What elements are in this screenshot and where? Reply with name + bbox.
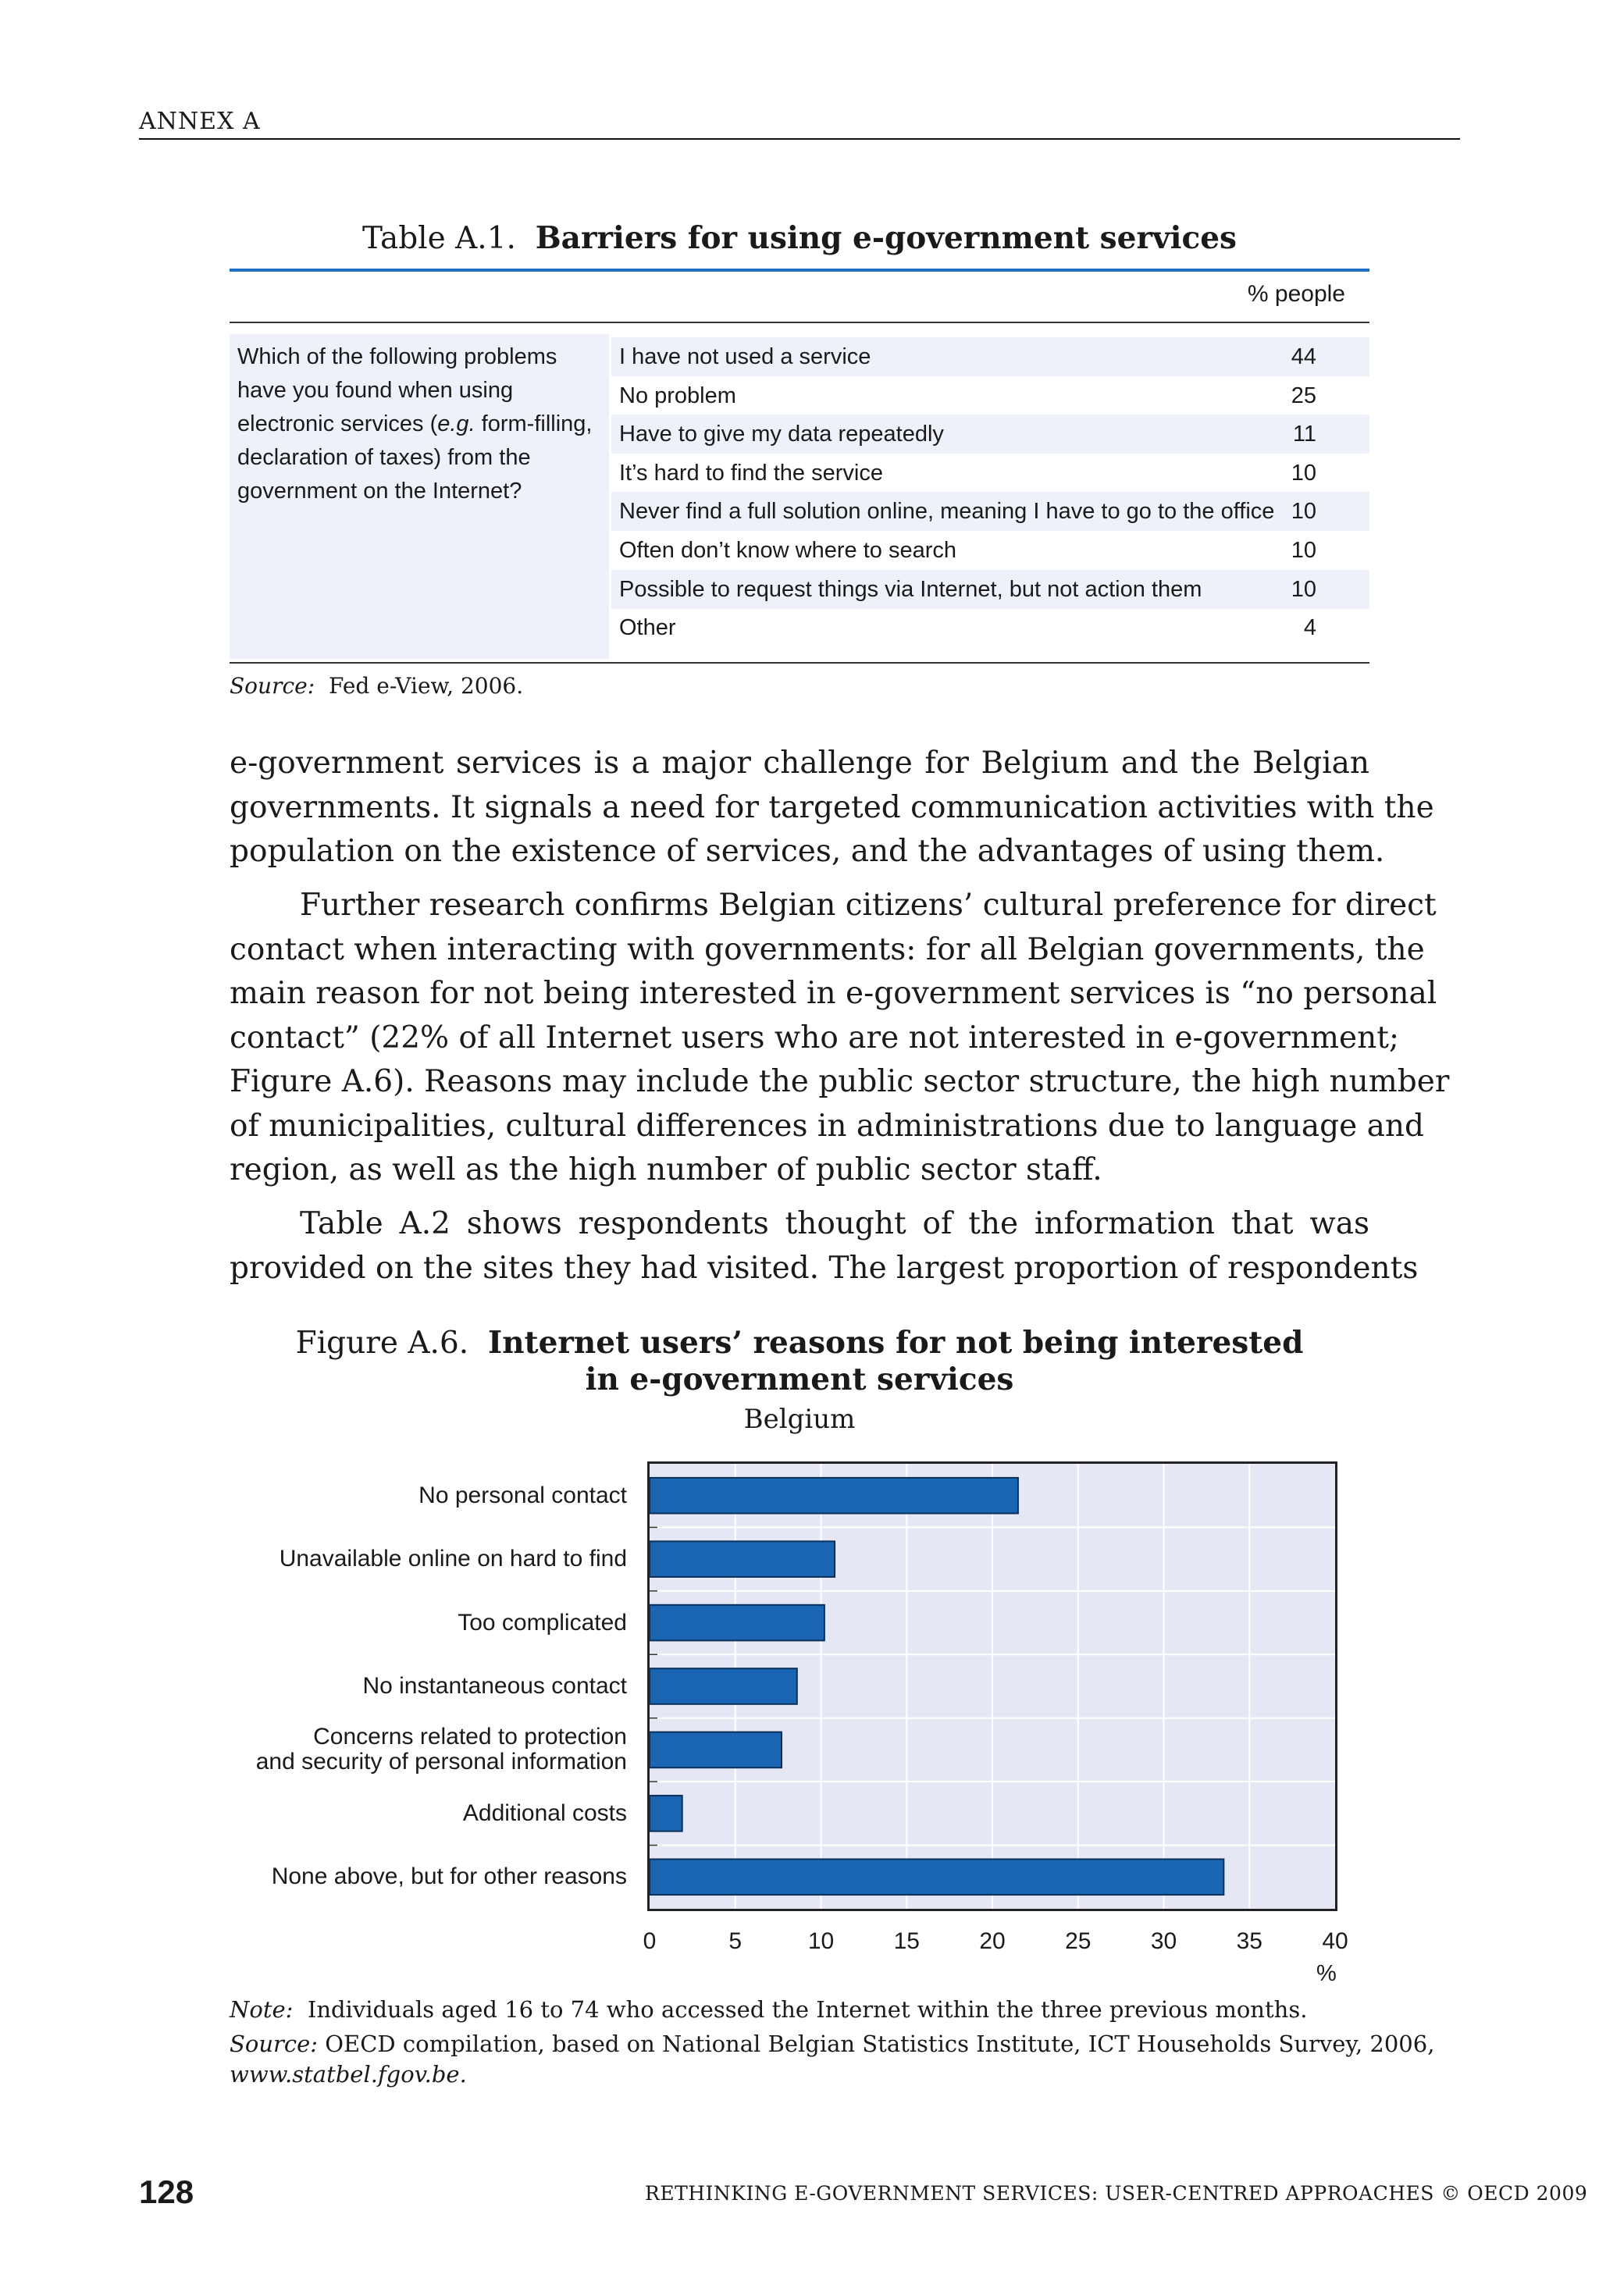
figure-number: Figure A.6.	[295, 1326, 469, 1361]
table-row	[611, 337, 1369, 376]
x-tick-label: 20	[979, 1928, 1006, 1954]
category-label: No instantaneous contact	[362, 1673, 627, 1699]
text-line: Table A.2 shows respondents thought of the information that was	[300, 1206, 1369, 1241]
table-bottom-rule	[230, 662, 1369, 664]
text-line: of municipalities, cultural differences in administrations due to language and	[230, 1108, 1424, 1144]
table-row-label: Often don’t know where to search	[619, 538, 957, 563]
table-row	[611, 570, 1369, 609]
table-row	[611, 531, 1369, 570]
chart-plot-area	[647, 1461, 1337, 1911]
running-header: ANNEX A	[139, 108, 261, 135]
table-row-value: 10	[1291, 576, 1316, 602]
category-label: Too complicated	[458, 1609, 627, 1636]
table-number: Table A.1.	[361, 221, 516, 256]
text-line: contact when interacting with governments: for all Belgian governments, the	[230, 931, 1425, 967]
table-row-value: 11	[1292, 422, 1316, 447]
text-line: contact” (22% of all Internet users who are not interested in e-government;	[230, 1020, 1400, 1055]
text-line: e-government services is a major challenge for Belgium and the Belgian	[230, 746, 1369, 781]
bar-3	[650, 1668, 797, 1704]
table-header-rule	[230, 322, 1369, 323]
figure-title-line1: Internet users’ reasons for not being interested	[487, 1325, 1304, 1361]
table-row-label: No problem	[619, 383, 736, 408]
page-number: 128	[139, 2173, 194, 2210]
text-line: population on the existence of services, and the advantages of using them.	[230, 834, 1385, 869]
bar-5	[650, 1796, 682, 1831]
text-line: governments. It signals a need for targeted communication activities with the	[230, 789, 1434, 825]
table-row	[611, 492, 1369, 531]
x-axis-label: %	[1316, 1961, 1337, 1986]
bar-1	[650, 1541, 835, 1577]
header-rule	[139, 138, 1460, 140]
table-row-value: 10	[1291, 499, 1316, 525]
table-row-value: 10	[1291, 538, 1316, 563]
paragraph-2	[230, 884, 1450, 1193]
table-row	[611, 454, 1369, 493]
table-row-value: 25	[1291, 383, 1316, 408]
x-tick-label: 25	[1065, 1928, 1092, 1954]
figure-source: Source: OECD compilation, based on National Belgian Statistics Institute, ICT Households Survey, 2006,	[230, 2031, 1435, 2057]
publication-footer: RETHINKING E-GOVERNMENT SERVICES: USER-CENTRED APPROACHES © OECD 2009	[645, 2182, 1588, 2205]
category-label: None above, but for other reasons	[271, 1863, 627, 1890]
table-title	[230, 220, 1369, 256]
table-row-label: Have to give my data repeatedly	[619, 422, 944, 447]
figure-source-url: www.statbel.fgov.be.	[230, 2061, 467, 2088]
bar-4	[650, 1732, 782, 1768]
text-line: Further research confirms Belgian citizens’ cultural preference for direct	[300, 888, 1437, 923]
x-tick-label: 0	[643, 1928, 657, 1954]
table-row	[611, 376, 1369, 415]
table-title-text: Barriers for using e-government services	[535, 220, 1237, 256]
paragraph-3	[230, 1202, 1419, 1290]
figure-title-line2: in e-government services	[585, 1362, 1014, 1397]
text-line: Figure A.6). Reasons may include the public sector structure, the high number	[230, 1064, 1450, 1099]
text-line: provided on the sites they had visited. The largest proportion of respondents	[230, 1250, 1419, 1286]
x-tick-label: 40	[1322, 1928, 1348, 1954]
table-row-value: 10	[1291, 460, 1316, 486]
table-source: Source: Fed e-View, 2006.	[230, 673, 524, 699]
x-tick-label: 5	[728, 1928, 743, 1954]
bar-0	[650, 1478, 1018, 1514]
table-row-label: Never find a full solution online, meaning I have to go to the office	[619, 499, 1275, 525]
category-label: Concerns related to protection and security of personal information	[255, 1724, 627, 1775]
x-tick-label: 30	[1150, 1928, 1177, 1954]
table-row-label: Other	[619, 615, 676, 641]
table-row-label: I have not used a service	[619, 344, 871, 369]
table-row	[611, 415, 1369, 454]
x-tick-label: 10	[807, 1928, 835, 1954]
text-line: main reason for not being interested in e-government services is “no personal	[230, 976, 1437, 1011]
table-unit-header: % people	[1247, 281, 1345, 307]
table-row	[611, 608, 1369, 647]
category-label: No personal contact	[418, 1482, 627, 1508]
bar-6	[650, 1859, 1223, 1895]
category-label: Additional costs	[462, 1799, 627, 1826]
text-line: region, as well as the high number of public sector staff.	[230, 1152, 1102, 1187]
x-tick-label: 35	[1236, 1928, 1262, 1954]
figure-title	[230, 1325, 1369, 1398]
bar-2	[650, 1605, 824, 1641]
table-top-rule	[230, 269, 1369, 272]
table-question-text: Which of the following problems have you found when using electronic services (e.g. form-filling, declaration of taxes) from the government on the Internet?	[237, 344, 593, 504]
bar-chart	[650, 1464, 1335, 1909]
table-row-label: It’s hard to find the service	[619, 460, 883, 486]
category-label: Unavailable online on hard to find	[279, 1546, 627, 1572]
table-row-value: 4	[1303, 615, 1316, 641]
table-row-label: Possible to request things via Internet, but not action them	[619, 576, 1202, 602]
table-row-value: 44	[1291, 344, 1316, 369]
figure-subtitle: Belgium	[743, 1404, 856, 1435]
paragraph-1	[230, 742, 1434, 874]
x-tick-label: 15	[893, 1928, 920, 1954]
figure-note: Note: Individuals aged 16 to 74 who accessed the Internet within the three previous months.	[230, 1996, 1308, 2023]
